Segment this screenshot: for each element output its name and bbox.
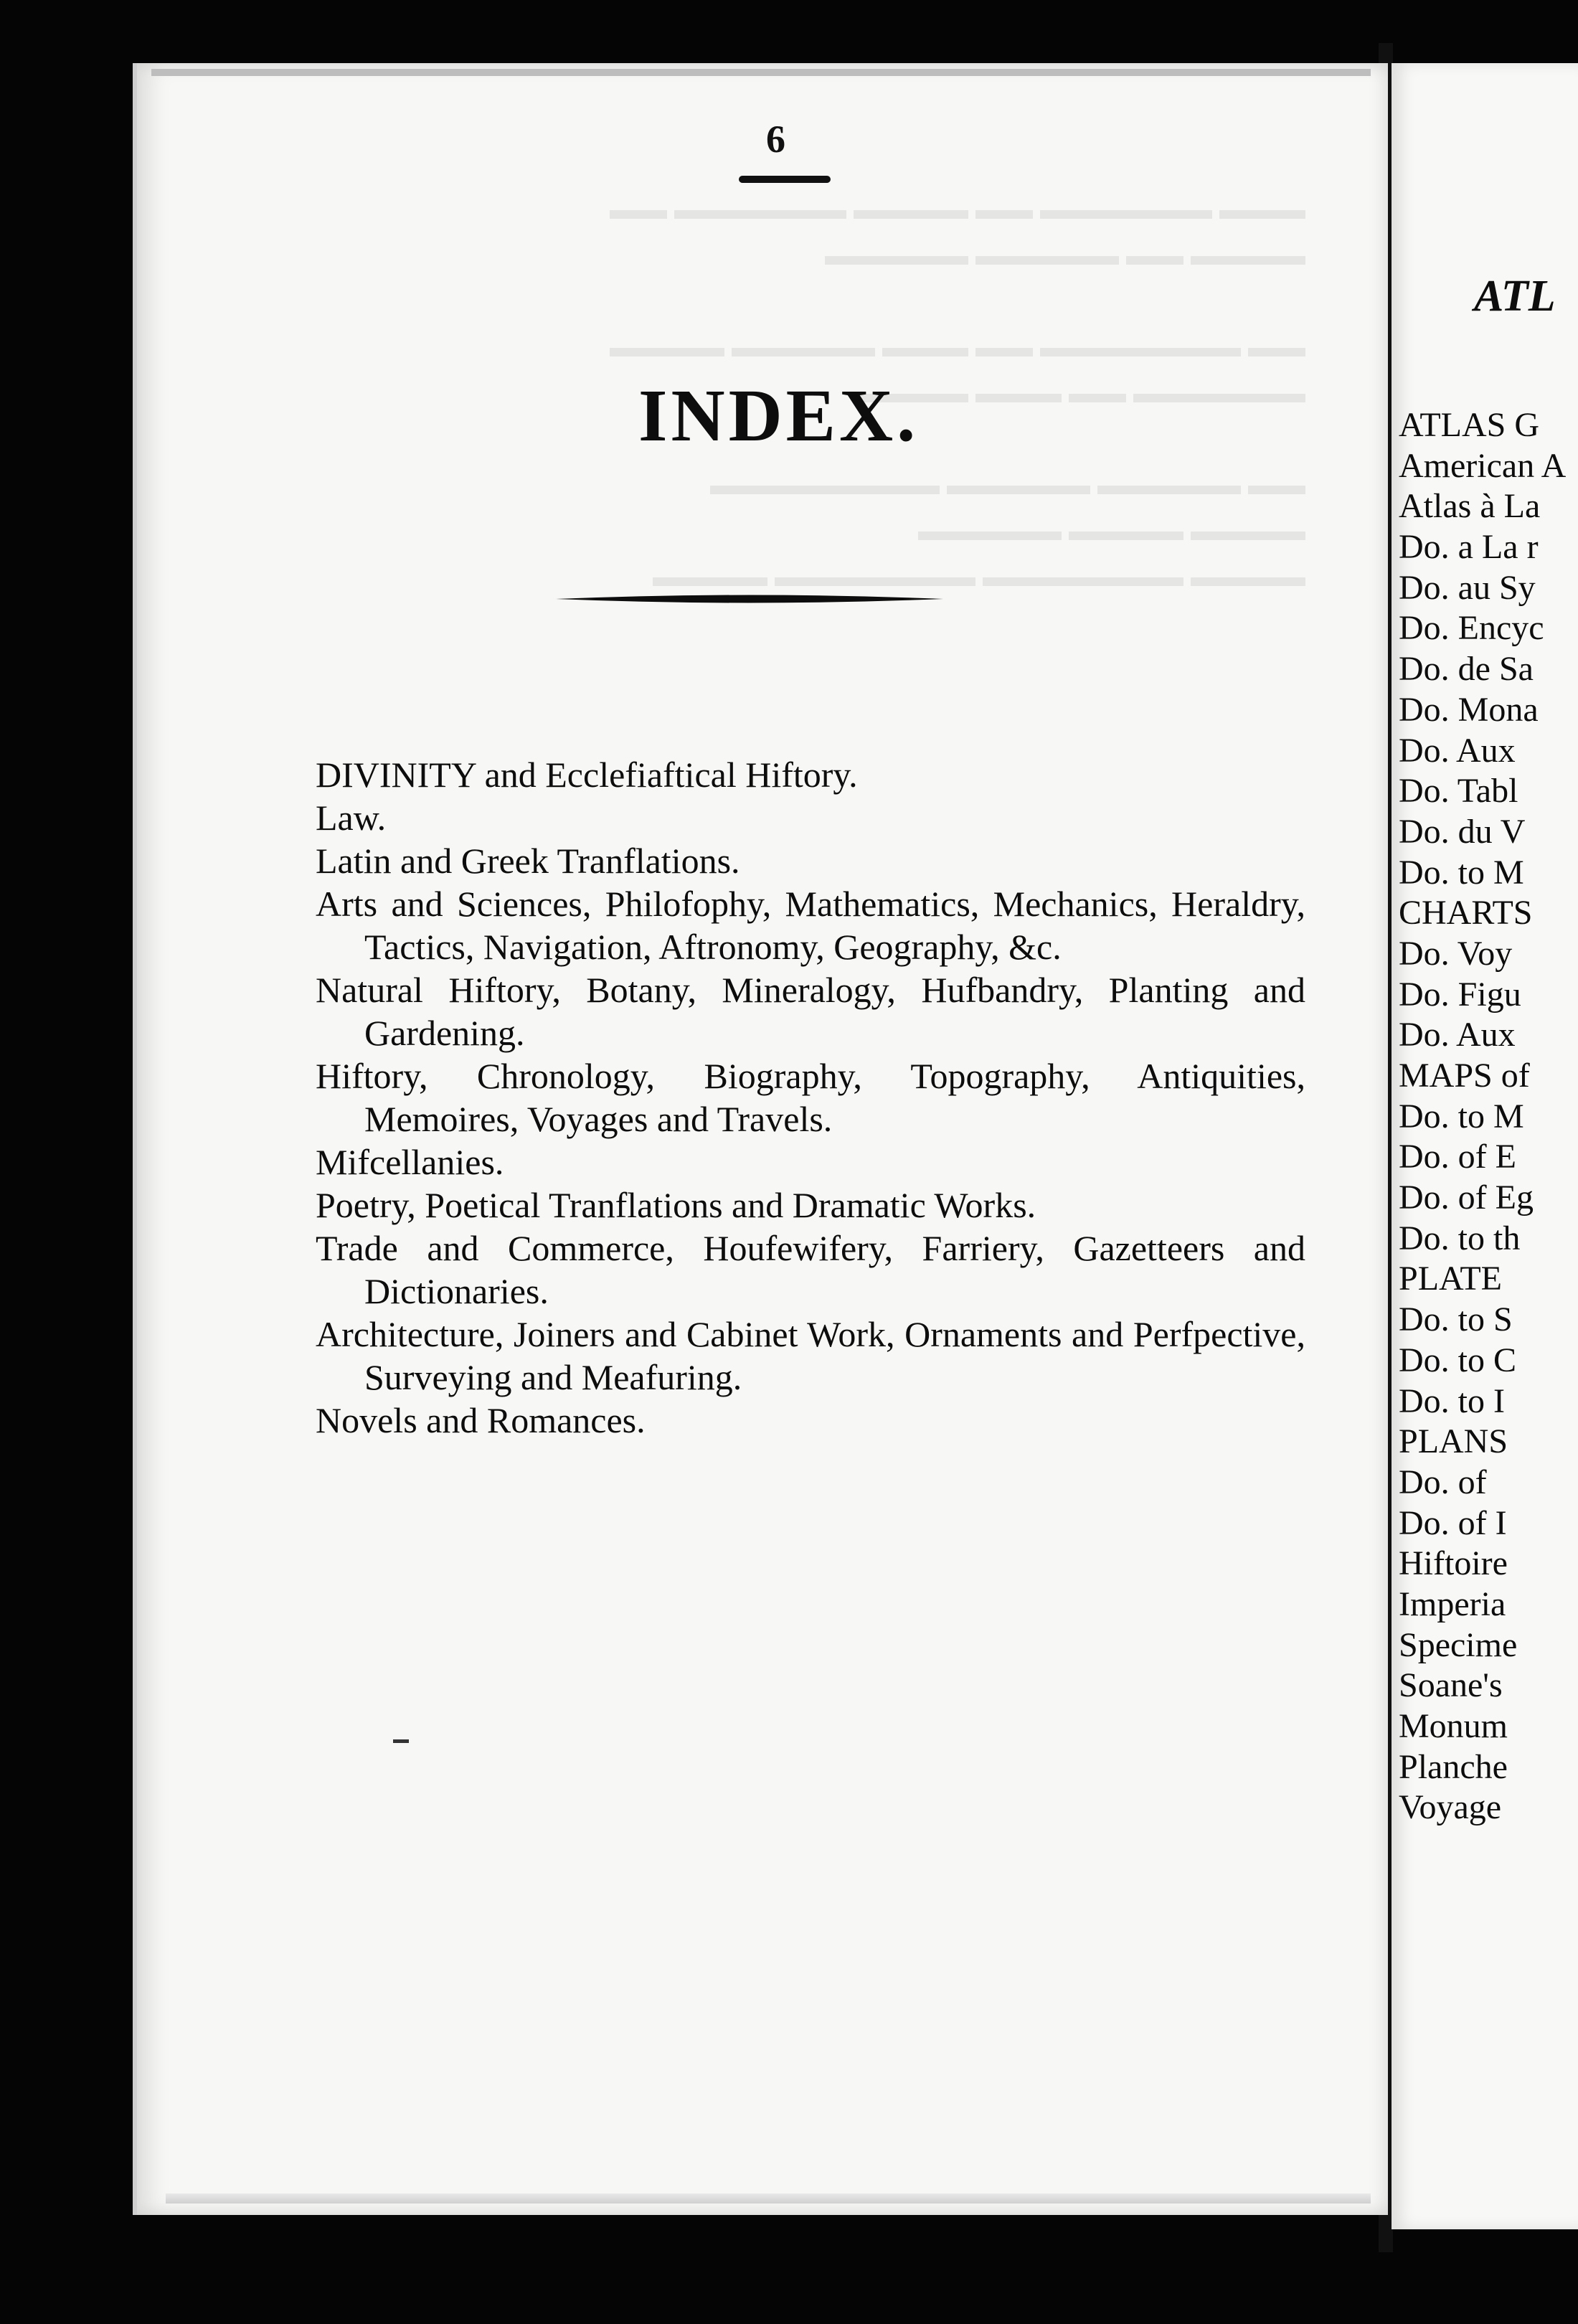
page-number-rule — [739, 176, 831, 183]
page-number: 6 — [766, 118, 785, 161]
right-page-line: CHARTS — [1399, 894, 1533, 932]
right-page-line: Imperia — [1399, 1584, 1506, 1623]
right-page-line: Do. to M — [1399, 1097, 1524, 1135]
right-page-line: Do. to S — [1399, 1300, 1513, 1339]
right-page-line: Do. Mona — [1399, 690, 1539, 729]
index-entry: Poetry, Poetical Tranflations and Dramatic Works. — [316, 1185, 1036, 1225]
right-page-line: Atlas à La — [1399, 487, 1541, 526]
right-page-line: Planche — [1399, 1747, 1508, 1786]
ornamental-rule-icon — [556, 592, 943, 605]
index-entry: Architecture, Joiners and Cabinet Work, Ornaments and Perfpective, Surveying and Meafuring. — [316, 1314, 1305, 1397]
right-page-line: Do. Aux — [1399, 1016, 1516, 1054]
right-page-line: Voyage — [1399, 1788, 1502, 1827]
right-page-line: Do. to th — [1399, 1219, 1521, 1257]
right-page-list — [1399, 405, 1566, 1828]
index-entry: Hiftory, Chronology, Biography, Topography, Antiquities, Memoires, Voyages and Travels. — [316, 1056, 1305, 1139]
index-entry: Arts and Sciences, Philofophy, Mathematics, Mechanics, Heraldry, Tactics, Navigation, Aftronomy, Geography, &c. — [316, 884, 1305, 967]
index-entry: DIVINITY and Ecclefiaftical Hiftory. — [316, 755, 858, 795]
right-page-line: Do. to M — [1399, 853, 1524, 892]
right-page-line: Specime — [1399, 1625, 1518, 1664]
right-page-line: Do. of Eg — [1399, 1178, 1534, 1217]
right-page-line: Do. au Sy — [1399, 568, 1536, 607]
right-page-line: PLATE — [1399, 1260, 1502, 1298]
index-entry: Trade and Commerce, Houfewifery, Farriery, Gazetteers and Dictionaries. — [316, 1228, 1305, 1311]
right-page-line: Soane's — [1399, 1666, 1503, 1705]
right-page-heading: ATL — [1474, 272, 1556, 321]
index-entry: Novels and Romances. — [316, 1400, 646, 1440]
ornamental-rule — [556, 592, 943, 605]
right-page-line: Do. to C — [1399, 1341, 1517, 1379]
page-bottom-edge — [166, 2193, 1371, 2203]
right-page-line: American A — [1399, 446, 1567, 485]
bleed-through-text: ▬▬▬ ▬▬▬▬▬▬ ▬▬ ▬▬▬▬ ▬▬▬▬▬▬ ▬▬ ▬▬▬▬ ▬▬ ▬▬▬▬▬ ▬▬▬▬▬ ▬▬ ▬▬▬▬▬▬▬ ▬▬ ▬▬▬ ▬▬▬▬▬ ▬▬▬▬ ▬▬▬▬▬▬ ▬▬ ▬▬▬ ▬▬▬▬ ▬▬ ▬▬▬▬▬ ▬▬▬▬▬ ▬▬▬▬▬▬▬▬ ▬▬▬▬ ▬▬▬▬ ▬▬▬▬▬ ▬▬▬▬ ▬▬▬▬▬▬▬ ▬▬▬▬▬▬▬ ▬▬▬▬ — [610, 193, 1305, 592]
right-page-line: Do. Voy — [1399, 934, 1513, 973]
right-page-line: Do. to I — [1399, 1381, 1505, 1420]
right-page-line: MAPS of — [1399, 1057, 1530, 1095]
right-page-line: Do. de Sa — [1399, 650, 1534, 689]
stray-ink-mark — [393, 1739, 409, 1743]
right-page-line: Do. of I — [1399, 1503, 1507, 1542]
right-page-line: PLANS — [1399, 1422, 1508, 1461]
page-title: INDEX. — [638, 374, 920, 457]
right-page-line: Do. Figu — [1399, 975, 1521, 1014]
right-page-line: Do. of E — [1399, 1138, 1516, 1176]
right-page-line: Do. of — [1399, 1463, 1487, 1501]
right-page-line: Do. du V — [1399, 812, 1526, 851]
index-entry: Law. — [316, 798, 387, 838]
right-page-line: Hiftoire — [1399, 1544, 1508, 1583]
page-top-edge — [151, 69, 1371, 76]
right-page-line: Do. Tabl — [1399, 772, 1518, 811]
right-page-line: Do. a La r — [1399, 528, 1539, 567]
index-entry: Mifcellanies. — [316, 1142, 504, 1182]
right-page-line: ATLAS G — [1399, 406, 1540, 444]
index-list — [316, 753, 1305, 1442]
index-entry: Natural Hiftory, Botany, Mineralogy, Hufbandry, Planting and Gardening. — [316, 970, 1305, 1053]
index-entry: Latin and Greek Tranflations. — [316, 841, 740, 881]
right-page-line: Monum — [1399, 1707, 1508, 1745]
right-page-line: Do. Encyc — [1399, 609, 1544, 648]
right-page-line: Do. Aux — [1399, 731, 1516, 770]
right-page — [1388, 63, 1578, 2229]
